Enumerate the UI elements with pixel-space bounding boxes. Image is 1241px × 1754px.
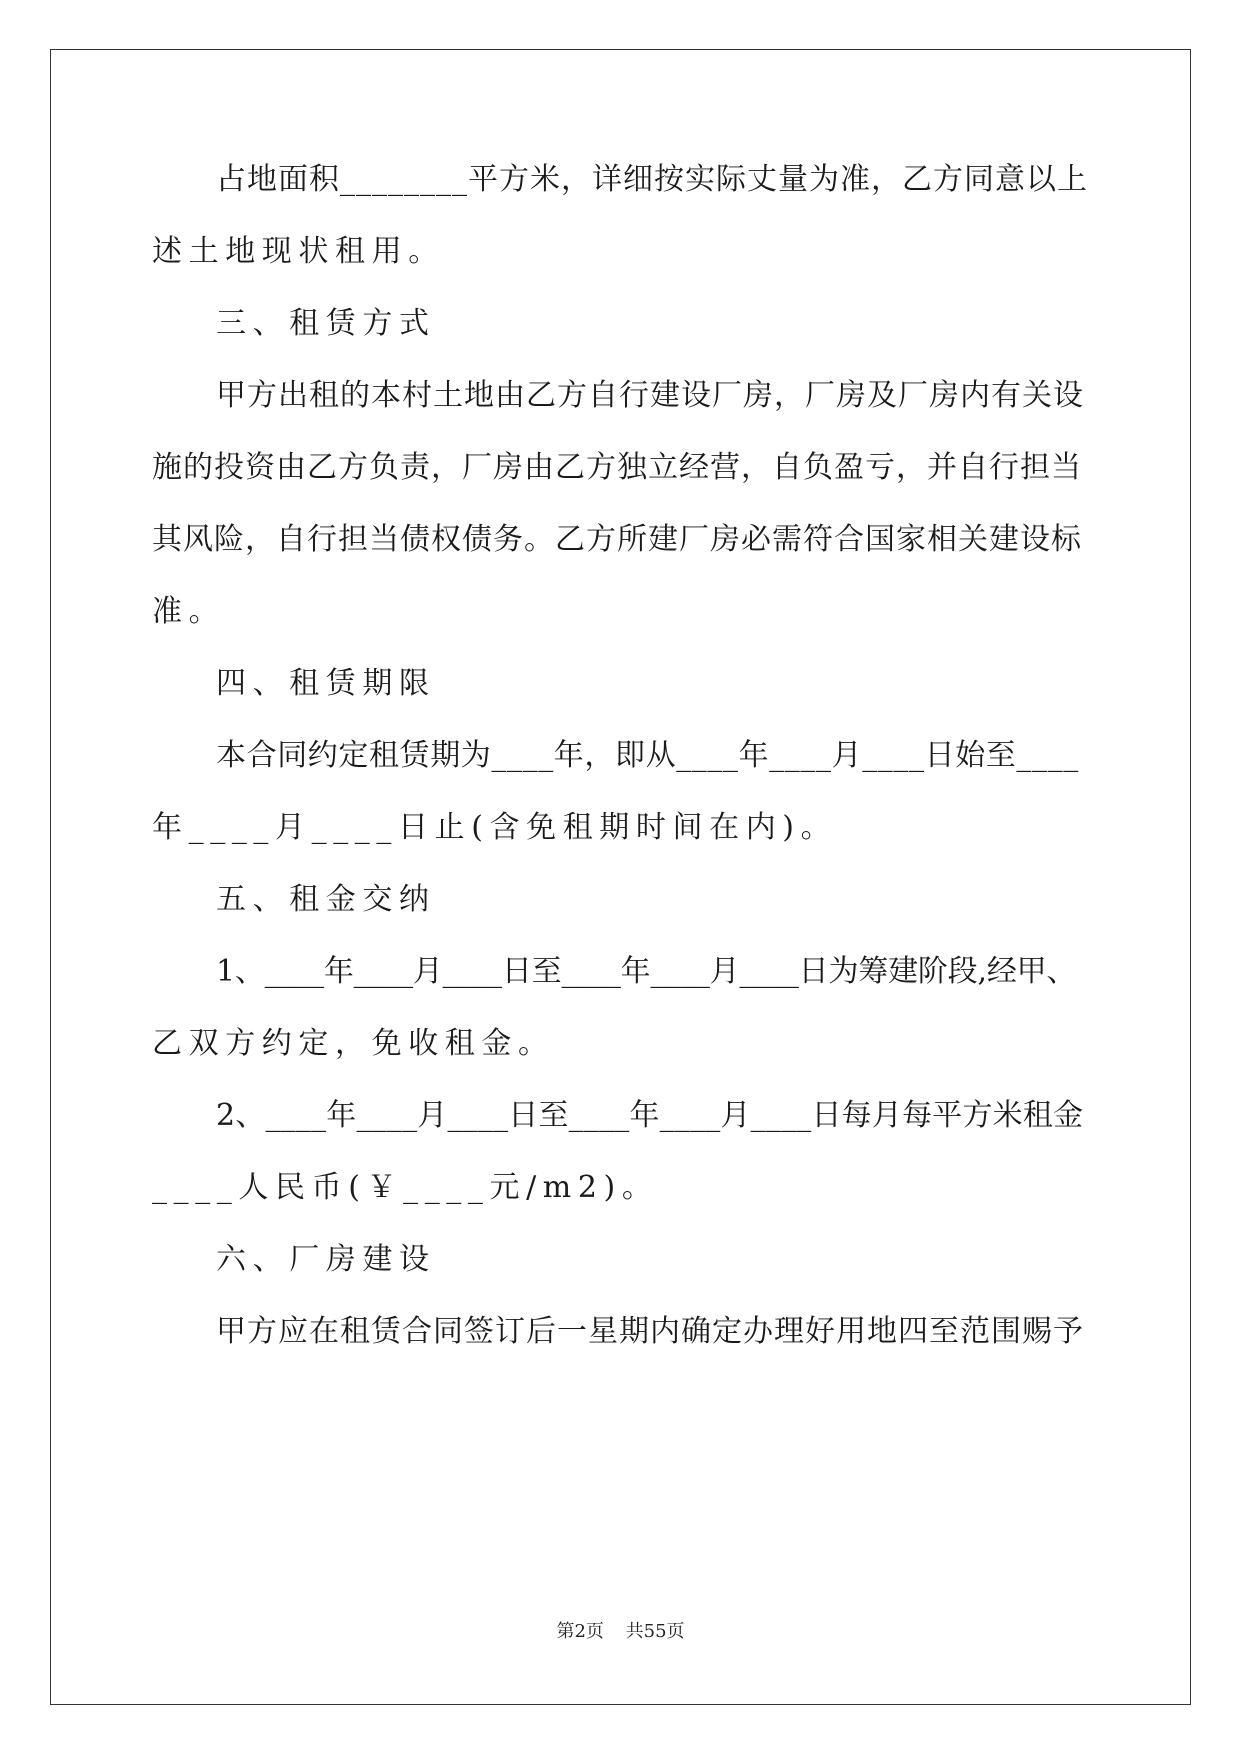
page-total: 共55页	[625, 1621, 685, 1642]
page-footer	[0, 1620, 1241, 1644]
text-line: 其风险，自行担当债权债务。乙方所建厂房必需符合国家相关建设标	[152, 522, 1082, 557]
text-line: 2、____年____月____日至____年____月____日每月每平方米租金	[216, 1098, 1084, 1133]
text-line: 占地面积________平方米，详细按实际丈量为准，乙方同意以上	[216, 162, 1088, 197]
text-line: 本合同约定租赁期为____年，即从____年____月____日始至____	[216, 738, 1079, 773]
section-heading: 六、厂房建设	[216, 1242, 436, 1277]
text-line: 述土地现状租用。	[152, 234, 445, 269]
page-border	[50, 49, 1191, 1705]
text-line: 1、____年____月____日至____年____月____日为筹建阶段,经甲、	[216, 954, 1077, 989]
text-line: 准。	[152, 594, 226, 629]
text-line: 乙双方约定，免收租金。	[152, 1026, 555, 1061]
section-heading: 四、租赁期限	[216, 666, 436, 701]
section-heading: 五、租金交纳	[216, 882, 436, 917]
text-line: 甲方应在租赁合同签订后一星期内确定办理好用地四至范围赐予	[216, 1314, 1084, 1349]
text-line: 甲方出租的本村土地由乙方自行建设厂房，厂房及厂房内有关设	[216, 378, 1084, 413]
text-line: 施的投资由乙方负责，厂房由乙方独立经营，自负盈亏，并自行担当	[152, 450, 1082, 485]
text-line: ____人民币(￥____元/m2)。	[152, 1170, 659, 1205]
page-number: 第2页	[556, 1621, 604, 1642]
section-heading: 三、租赁方式	[216, 306, 436, 341]
text-line: 年____月____日止(含免租期时间在内)。	[152, 810, 838, 845]
